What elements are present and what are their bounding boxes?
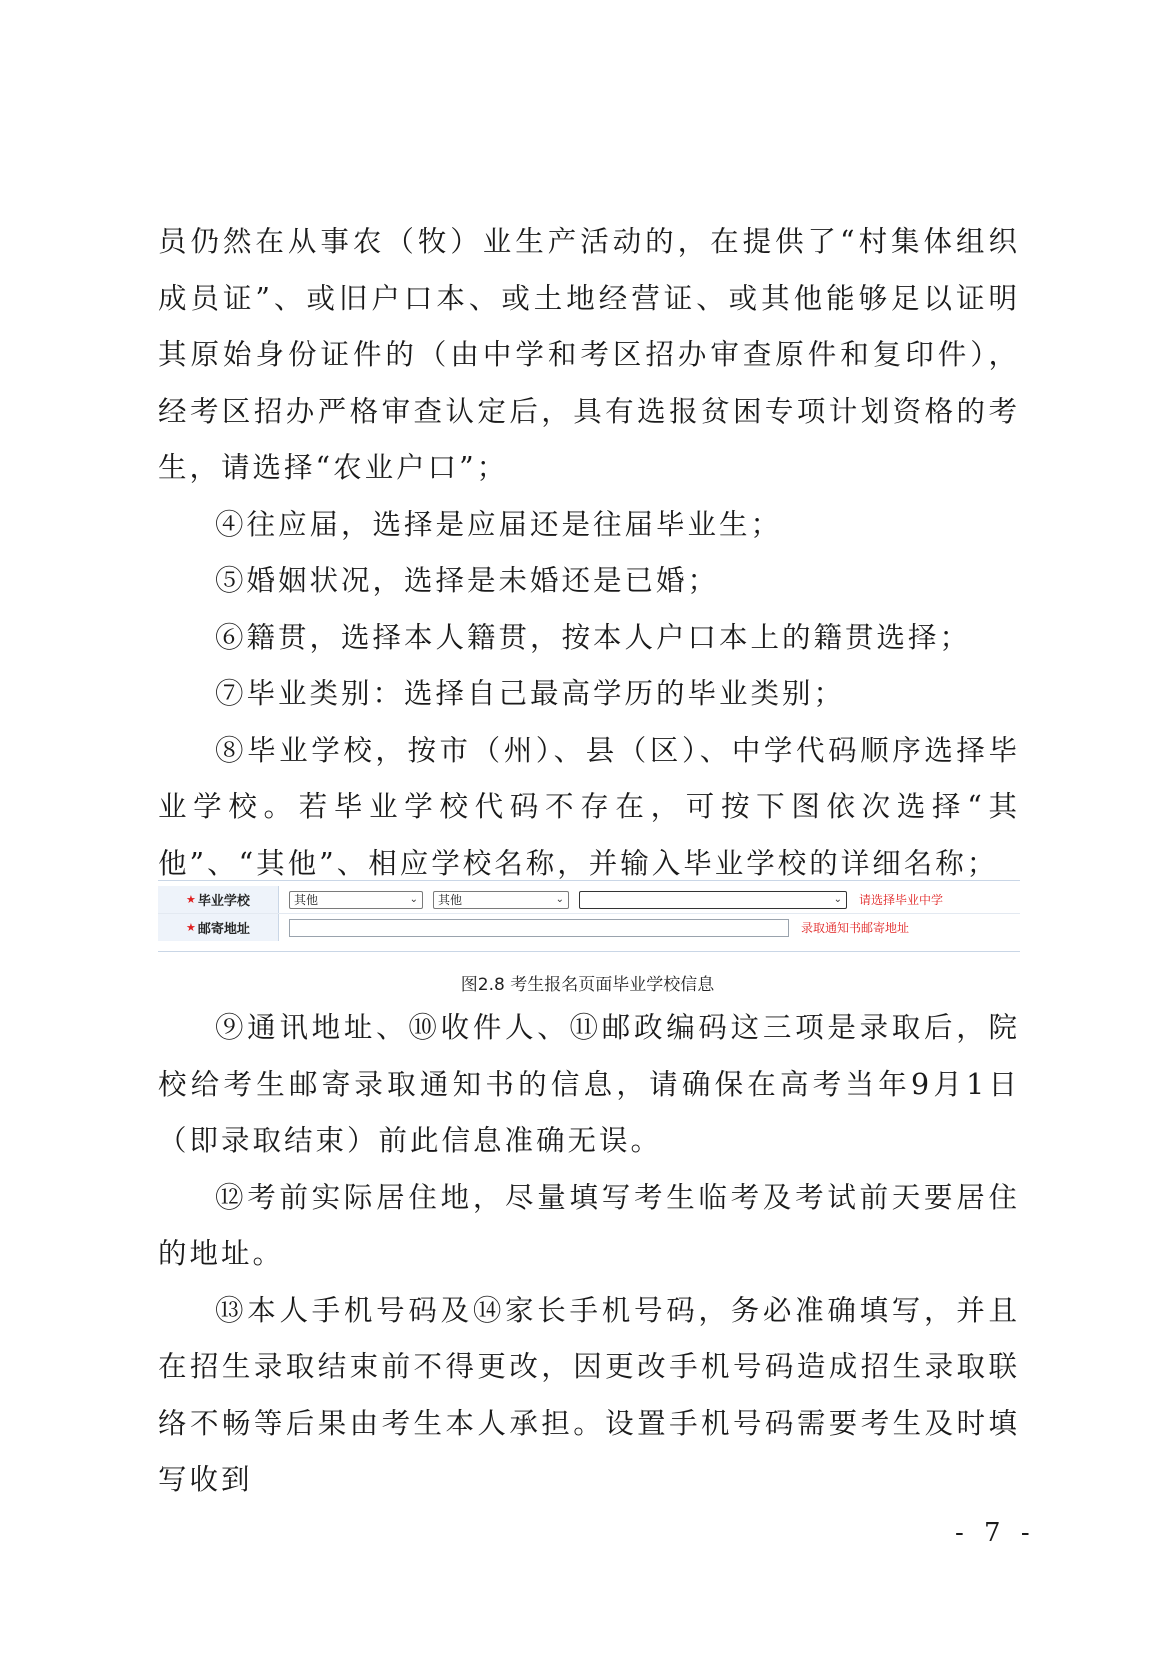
chevron-down-icon: ⌄ — [555, 894, 564, 905]
form-row-address — [158, 913, 1020, 941]
mailing-address-input[interactable] — [289, 919, 789, 937]
school-hint: 请选择毕业中学 — [859, 893, 944, 907]
paragraph-item-5: ⑤婚姻状况，选择是未婚还是已婚； — [215, 564, 720, 597]
school-label: 毕业学校 — [197, 894, 250, 909]
body-text-bottom — [158, 1000, 1020, 1509]
address-hint: 录取通知书邮寄地址 — [801, 921, 910, 935]
paragraph-item-12: ⑫考前实际居住地，尽量填写考生临考及考试前天要居住的地址。 — [158, 1180, 1020, 1270]
required-star-icon: ★ — [186, 921, 196, 934]
address-label: 邮寄地址 — [197, 922, 250, 937]
paragraph-item-13-14: ⑬本人手机号码及⑭家长手机号码，务必准确填写，并且在招生录取结束前不得更改，因更改手机号码造成招生录取联络不畅等后果由考生本人承担。设置手机号码需要考生及时填写收到 — [158, 1293, 1020, 1496]
school-label-cell — [158, 886, 279, 913]
chevron-down-icon: ⌄ — [409, 894, 418, 905]
required-star-icon: ★ — [186, 893, 196, 906]
paragraph-item-9-11: ⑨通讯地址、⑩收件人、⑪邮政编码这三项是录取后，院校给考生邮寄录取通知书的信息，请确保在高考当年9月1日（即录取结束）前此信息准确无误。 — [158, 1011, 1020, 1157]
city-select[interactable] — [289, 891, 423, 909]
city-select-value: 其他 — [294, 893, 319, 907]
body-text-top — [158, 214, 1020, 892]
school-info-form-screenshot — [158, 880, 1020, 952]
address-label-cell — [158, 914, 279, 941]
paragraph-item-8: ⑧毕业学校，按市（州）、县（区）、中学代码顺序选择毕业学校。若毕业学校代码不存在，可按下图依次选择“其他”、“其他”、相应学校名称，并输入毕业学校的详细名称； — [158, 733, 1020, 880]
county-select-value: 其他 — [438, 893, 463, 907]
school-select[interactable] — [579, 891, 847, 909]
county-select[interactable] — [433, 891, 569, 909]
page-number: - 7 - — [955, 1518, 1036, 1548]
paragraph-item-6: ⑥籍贯，选择本人籍贯，按本人户口本上的籍贯选择； — [215, 620, 972, 654]
paragraph-item-7: ⑦毕业类别：选择自己最高学历的毕业类别； — [215, 677, 846, 710]
paragraph-item-4: ④往应届，选择是应届还是往届毕业生； — [215, 507, 783, 541]
chevron-down-icon: ⌄ — [833, 894, 842, 905]
form-row-school — [158, 886, 1020, 913]
figure-caption: 图2.8 考生报名页面毕业学校信息 — [460, 975, 715, 995]
paragraph-continuation: 员仍然在从事农（牧）业生产活动的，在提供了“村集体组织成员证”、或旧户口本、或土地经营证、或其他能够足以证明其原始身份证件的（由中学和考区招办审查原件和复印件），经考区招办严格审查认定后，具有选报贫困专项计划资格的考生，请选择“农业户口”； — [158, 225, 1020, 484]
